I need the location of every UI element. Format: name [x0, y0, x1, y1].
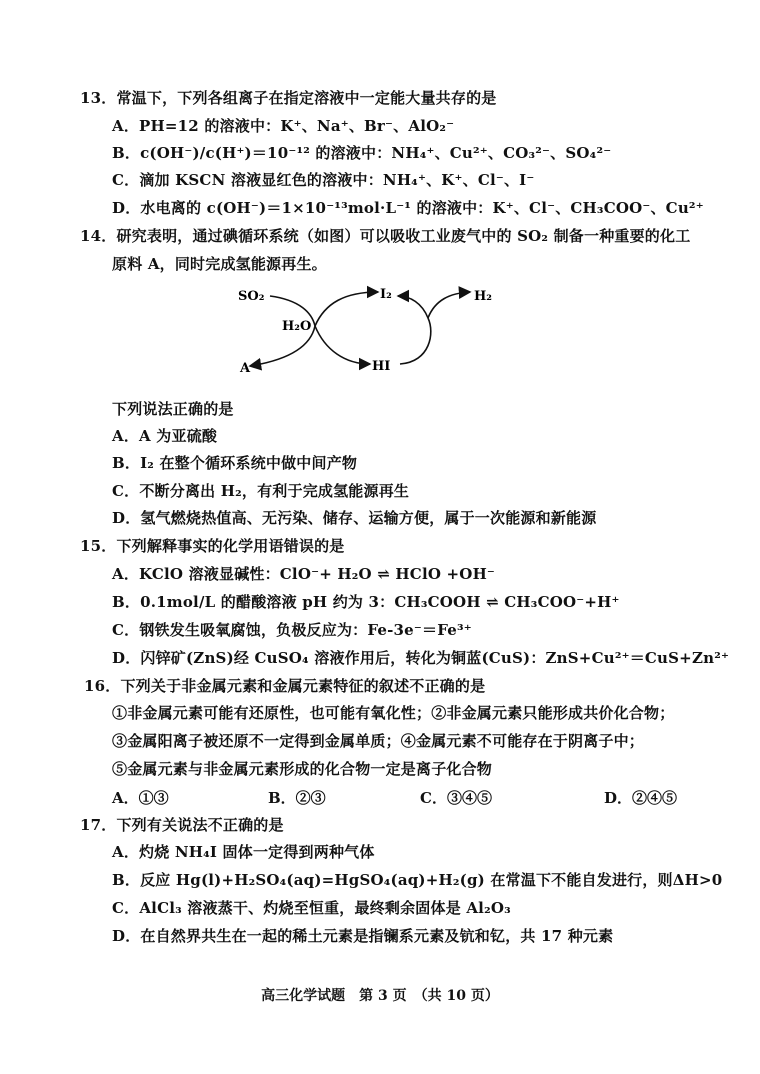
q16-option-a: A．①③ [112, 789, 169, 807]
q15-option-c: C．钢铁发生吸氧腐蚀，负极反应为：Fe-3e⁻＝Fe³⁺ [112, 621, 472, 639]
q14-option-c: C．不断分离出 H₂，有利于完成氢能源再生 [112, 482, 410, 500]
q13-option-a: A．PH=12 的溶液中：K⁺、Na⁺、Br⁻、AlO₂⁻ [112, 117, 455, 135]
q17-option-a: A．灼烧 NH₄I 固体一定得到两种气体 [112, 843, 375, 861]
label-so2: SO₂ [238, 289, 265, 304]
q13-option-d: D．水电离的 c(OH⁻)＝1×10⁻¹³mol·L⁻¹ 的溶液中：K⁺、Cl⁻、CH₃COO⁻、Cu²⁺ [112, 199, 704, 217]
q15-option-b: B．0.1mol/L 的醋酸溶液 pH 约为 3：CH₃COOH ⇌ CH₃COO⁻+H⁺ [112, 593, 620, 611]
to-h2-arrow [428, 292, 470, 318]
q16-statement-2: ③金属阳离子被还原不一定得到金属单质；④金属元素不可能存在于阴离子中； [112, 732, 645, 750]
q15-option-d: D．闪锌矿(ZnS)经 CuSO₄ 溶液作用后，转化为铜蓝(CuS)：ZnS+Cu²⁺＝CuS+Zn²⁺ [112, 649, 730, 667]
q13-stem: 13．常温下，下列各组离子在指定溶液中一定能大量共存的是 [80, 89, 497, 107]
q16-option-d: D．②④⑤ [604, 789, 678, 807]
q16-statement-3: ⑤金属元素与非金属元素形成的化合物一定是离子化合物 [112, 760, 493, 778]
q17-option-d: D．在自然界共生在一起的稀土元素是指镧系元素及钪和钇，共 17 种元素 [112, 927, 614, 945]
q14-prompt: 下列说法正确的是 [112, 400, 234, 418]
q13-option-b: B．c(OH⁻)/c(H⁺)＝10⁻¹² 的溶液中：NH₄⁺、Cu²⁺、CO₃²⁻、SO₄²⁻ [112, 144, 612, 162]
q14-stem-line2: 原料 A，同时完成氢能源再生。 [112, 255, 327, 273]
q16-statement-1: ①非金属元素可能有还原性，也可能有氧化性；②非金属元素只能形成共价化合物； [112, 704, 675, 722]
page-footer: 高三化学试题 第 3 页 （共 10 页） [261, 988, 499, 1004]
to-i2-arrow [315, 292, 378, 326]
q14-option-b: B．I₂ 在整个循环系统中做中间产物 [112, 454, 358, 472]
label-a: A [240, 361, 251, 376]
label-i2: I₂ [380, 287, 392, 302]
q13-option-c: C．滴加 KSCN 溶液显红色的溶液中：NH₄⁺、K⁺、Cl⁻、I⁻ [112, 171, 535, 189]
iodine-cycle-diagram [230, 278, 520, 378]
q15-option-a: A．KClO 溶液显碱性：ClO⁻+ H₂O ⇌ HClO +OH⁻ [112, 565, 496, 583]
q14-option-d: D．氢气燃烧热值高、无污染、储存、运输方便，属于一次能源和新能源 [112, 509, 597, 527]
q14-option-a: A．A 为亚硫酸 [112, 427, 218, 445]
label-h2o: H₂O [282, 319, 312, 334]
to-hi-arrow [315, 326, 370, 364]
q16-option-b: B．②③ [268, 789, 326, 807]
q17-stem: 17．下列有关说法不正确的是 [80, 816, 284, 834]
label-h2: H₂ [474, 289, 492, 304]
q17-option-b: B．反应 Hg(l)+H₂SO₄(aq)=HgSO₄(aq)+H₂(g) 在常温下不能自发进行，则ΔH>0 [112, 871, 723, 889]
q14-stem-line1: 14．研究表明，通过碘循环系统（如图）可以吸收工业废气中的 SO₂ 制备一种重要的化工 [80, 227, 691, 245]
hi-to-i2-arrow [398, 296, 431, 364]
label-hi: HI [372, 359, 391, 374]
q17-option-c: C．AlCl₃ 溶液蒸干、灼烧至恒重，最终剩余固体是 Al₂O₃ [112, 899, 511, 917]
q16-stem: 16．下列关于非金属元素和金属元素特征的叙述不正确的是 [84, 677, 486, 695]
q15-stem: 15．下列解释事实的化学用语错误的是 [80, 537, 345, 555]
q16-option-c: C．③④⑤ [420, 789, 492, 807]
